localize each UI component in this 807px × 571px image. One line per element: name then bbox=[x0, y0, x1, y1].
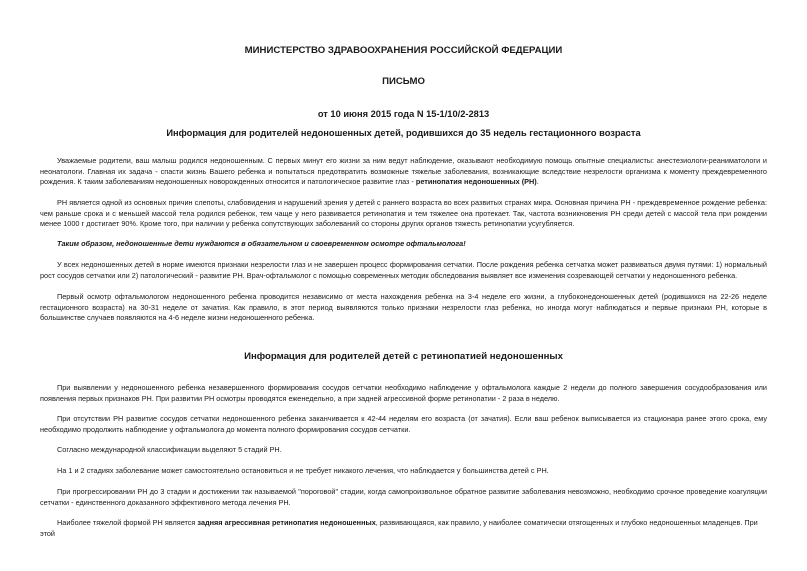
paragraph-progression: При прогрессировании РН до 3 стадии и достижении так называемой "пороговой" стадии, когда самопроизвольное обратное развитие заболевания невозможно, необходимо срочное проведение коагуляции сетчатки - единственного доказанного эффективного метода лечения РН. bbox=[40, 487, 767, 507]
paragraph-text: , развивающаяся, как правило, у наиболее соматически отягощенных и глубоко недоношенных младенцев. При этой bbox=[40, 518, 758, 538]
paragraph-causes: РН является одной из основных причин слепоты, слабовидения и нарушений зрения у детей с раннего возраста во всех развитых странах мира. Основная причина РН - преждевременное рождение ребенка: чем раньше срока и с меньшей массой тела родился ребенок, тем чаще у него развивается ретинопатия и тем тяжелее она протекает. Так, частота возникновения РН среди детей с массой тела при рождении менее 1000 г достигает 90%. Кроме того, при наличии у ребенка сопутствующих заболеваний со стороны других органов тяжесть ретинопатии усугубляется. bbox=[40, 198, 767, 228]
paragraph-retina-development: У всех недоношенных детей в норме имеются признаки незрелости глаз и не завершен процесс формирования сетчатки. После рождения ребенка сетчатка может развиваться двумя путями: 1) нормальный рост сосудов сетчатки или 2) патологический - развитие РН. Врач-офтальмолог с помощью современных методик обследования выявляет все изменения созревающей сетчатки у недоношенного ребенка. bbox=[40, 260, 767, 280]
ministry-heading: МИНИСТЕРСТВО ЗДРАВООХРАНЕНИЯ РОССИЙСКОЙ ФЕДЕРАЦИИ bbox=[244, 45, 563, 56]
paragraph-text: . bbox=[536, 177, 539, 186]
paragraph-text: Наиболее тяжелой формой РН является bbox=[57, 518, 198, 527]
emphasis-aggressive-rop: задняя агрессивная ретинопатия недоношенных bbox=[197, 518, 376, 527]
document-title: Информация для родителей недоношенных детей, родившихся до 35 недель гестационного возраста bbox=[166, 128, 641, 138]
paragraph-no-rop: При отсутствии РН развитие сосудов сетчатки недоношенного ребенка заканчивается к 42-44 неделям его возраста (от зачатия). Если ваш ребенок выписывается из стационара ранее этого срока, ему необходимо продолжить наблюдение у офтальмолога до момента полного формирования сосудов сетчатки. bbox=[40, 414, 767, 434]
document-type: ПИСЬМО bbox=[382, 76, 425, 87]
paragraph-classification: Согласно международной классификации выделяют 5 стадий РН. bbox=[57, 445, 282, 454]
paragraph-monitoring: При выявлении у недоношенного ребенка незавершенного формирования сосудов сетчатки необходимо наблюдение у офтальмолога каждые 2 недели до полного завершения сосудообразования или появления первых признаков РН. При развитии РН осмотры проводятся еженедельно, а при задней агрессивной форме ретинопатии - 2 раза в неделю. bbox=[40, 383, 767, 403]
section-heading: Информация для родителей детей с ретинопатией недоношенных bbox=[244, 351, 563, 362]
paragraph-conclusion: Таким образом, недоношенные дети нуждаются в обязательном и своевременном осмотре офтальмолога! bbox=[57, 239, 466, 248]
emphasis-rop: ретинопатия недоношенных (РН) bbox=[415, 177, 537, 186]
paragraph-severe-form bbox=[40, 518, 767, 538]
paragraph-first-exam: Первый осмотр офтальмологом недоношенного ребенка проводится независимо от места нахождения ребенка на 3-4 неделе его жизни, а глубоконедоношенных детей (родившихся на 22-26 неделе гестационного возраста) на 30-31 неделе от зачатия. Как правило, в этот период выявляются только признаки незрелости глаз ребенка, но иногда могут наблюдаться и первые признаки РН, которые в большинстве случаев появляются на 4-6 неделе жизни недоношенного ребенка. bbox=[40, 292, 767, 322]
paragraph-text: Уважаемые родители, ваш малыш родился недоношенным. С первых минут его жизни за ним ведут наблюдение, оказывают необходимую помощь опытные специалисты: анестезиологи-реаниматологи и неонатологи. Главная их задача - спасти жизнь Вашего ребенка и попытаться предотвратить возможные тяжелые заболевания, возникающие вследствие незрелости организма к моменту преждевременного рождения. К таким заболеваниям недоношенных новорожденных относится и патологическое развитие глаз - bbox=[40, 156, 767, 186]
document-date-number: от 10 июня 2015 года N 15-1/10/2-2813 bbox=[317, 109, 490, 119]
paragraph-intro bbox=[40, 156, 767, 188]
paragraph-stages: На 1 и 2 стадиях заболевание может самостоятельно остановиться и не требует никакого лечения, что наблюдается у большинства детей с РН. bbox=[57, 466, 549, 475]
